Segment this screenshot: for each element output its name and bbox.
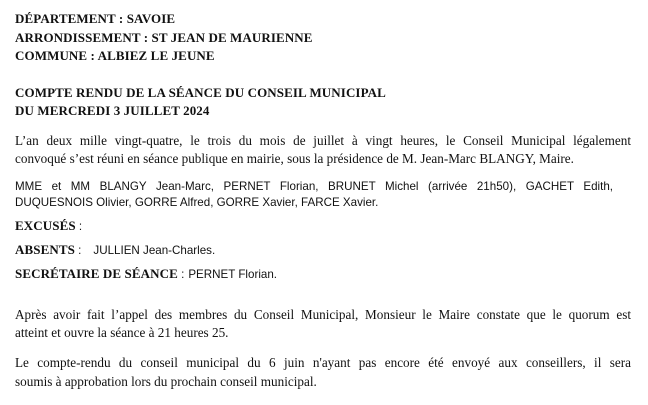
absents-separator: : (74, 244, 82, 257)
absents-value: JULLIEN Jean-Charles. (93, 244, 216, 257)
absents-row (15, 241, 215, 259)
secretaire-separator: : (177, 268, 185, 281)
departement-line: DÉPARTEMENT : SAVOIE (15, 11, 176, 26)
quorum-paragraph-line-1: Après avoir fait l’appel des membres du Conseil Municipal, Monsieur le Maire constate que le quorum est (15, 307, 631, 322)
members-line-2: DUQUESNOIS Olivier, GORRE Alfred, GORRE Xavier, FARCE Xavier. (15, 196, 379, 209)
secretaire-label: SECRÉTAIRE DE SÉANCE (15, 266, 178, 281)
excuses-label: EXCUSÉS (15, 218, 76, 233)
intro-paragraph-line-1: L’an deux mille vingt-quatre, le trois du mois de juillet à vingt heures, le Conseil Municipal légalement (15, 133, 631, 148)
quorum-paragraph-line-2: atteint et ouvre la séance à 21 heures 25. (15, 325, 229, 340)
secretaire-value: PERNET Florian. (188, 268, 278, 281)
compte-rendu-paragraph-line-2: soumis à approbation lors du prochain conseil municipal. (15, 374, 317, 389)
document-title-line-1: COMPTE RENDU DE LA SÉANCE DU CONSEIL MUNICIPAL (15, 85, 386, 100)
intro-paragraph-line-2: convoqué s’est réuni en séance publique en mairie, sous la présidence de M. Jean-Marc BLANGY, Maire. (15, 151, 574, 166)
members-line-1: MME et MM BLANGY Jean-Marc, PERNET Florian, BRUNET Michel (arrivée 21h50), GACHET Edith, (15, 180, 613, 193)
document-title-line-2: DU MERCREDI 3 JUILLET 2024 (15, 103, 210, 118)
excuses-row (15, 217, 82, 235)
excuses-separator: : (75, 220, 83, 233)
compte-rendu-paragraph-line-1: Le compte-rendu du conseil municipal du 6 juin n'ayant pas encore été envoyé aux conseillers, il sera (15, 355, 631, 370)
arrondissement-line: ARRONDISSEMENT : ST JEAN DE MAURIENNE (15, 30, 313, 45)
absents-label: ABSENTS (15, 242, 75, 257)
secretaire-row (15, 265, 277, 283)
commune-line: COMMUNE : ALBIEZ LE JEUNE (15, 48, 215, 63)
